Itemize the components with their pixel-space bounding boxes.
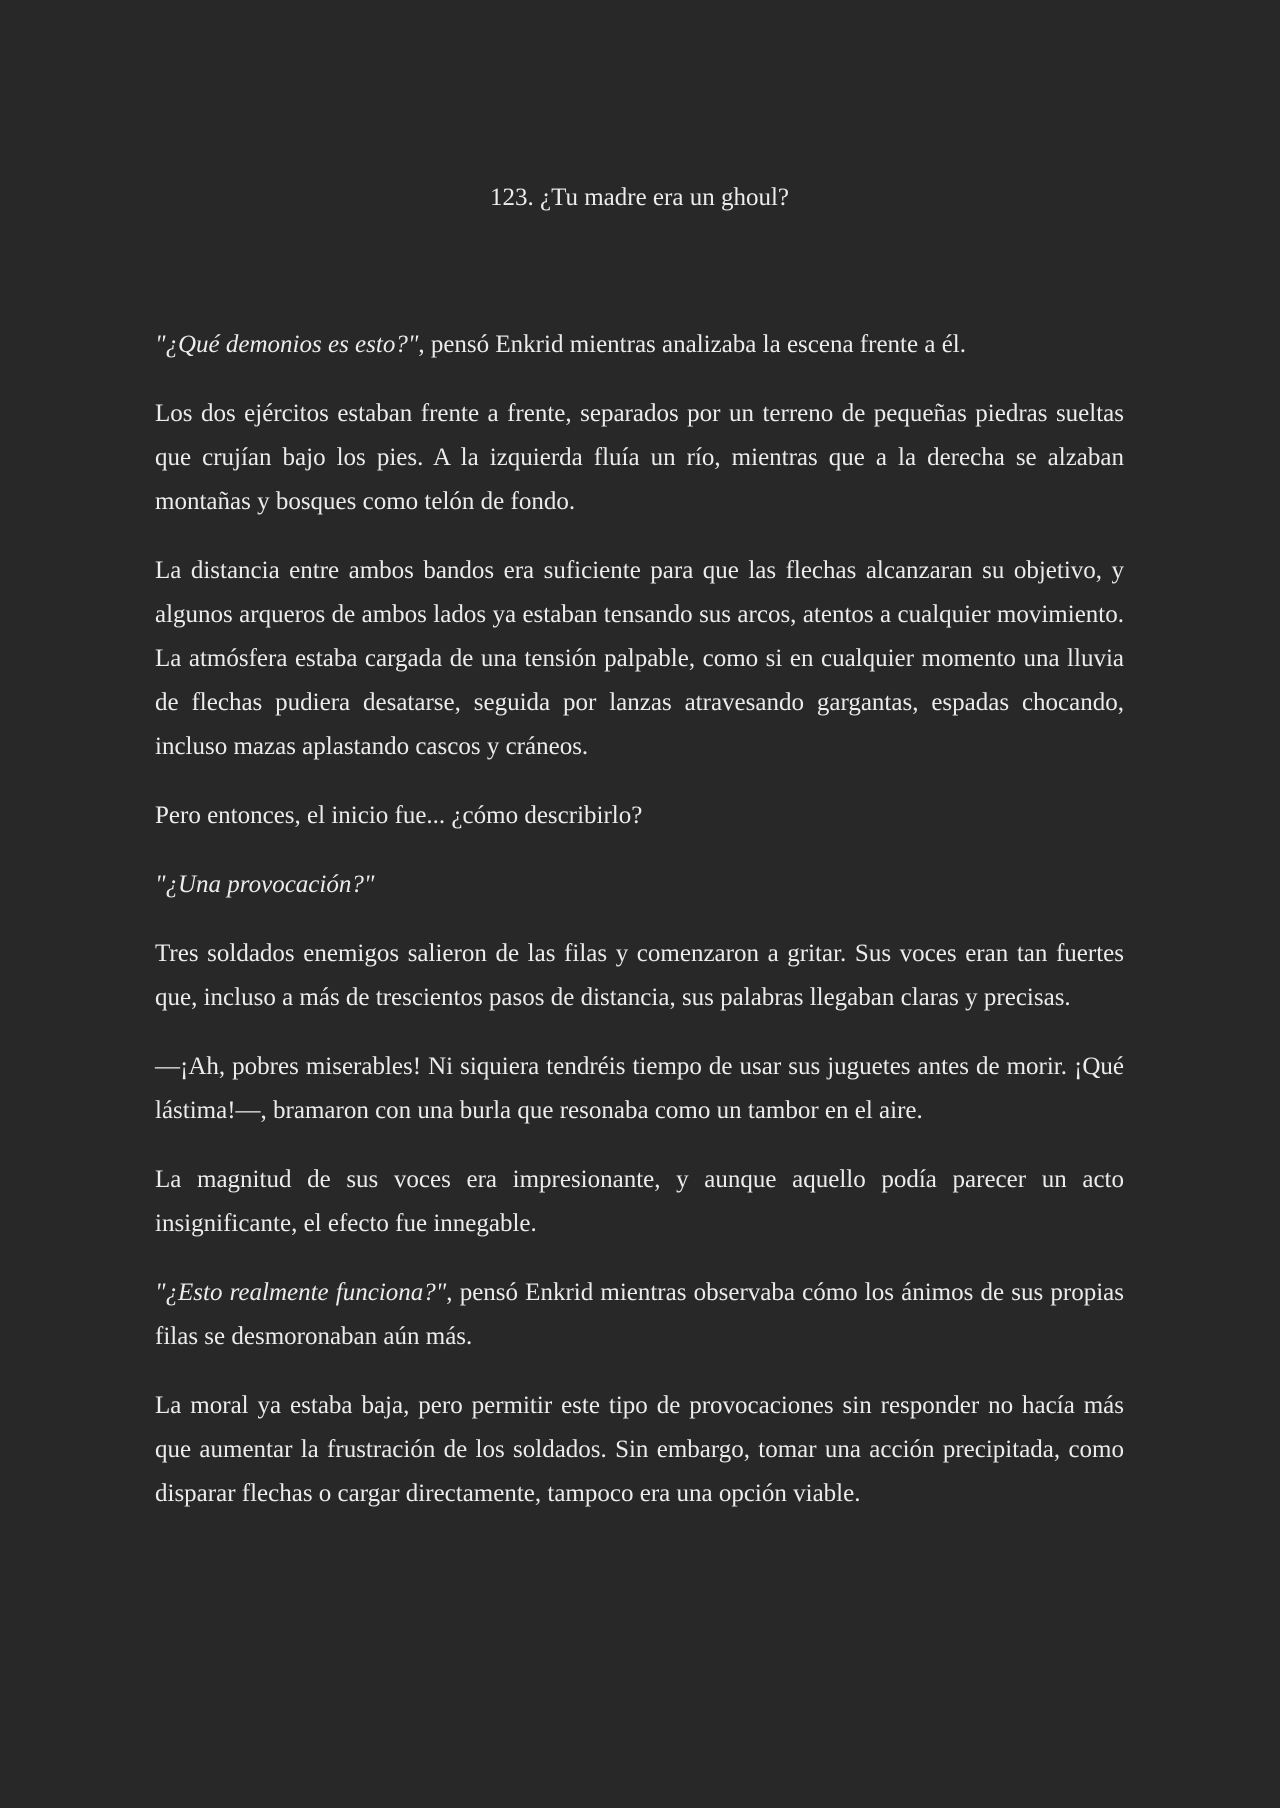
paragraph-text: , pensó Enkrid mientras observaba cómo los ánimos de sus propias filas se desmoronaban aún más.	[155, 1279, 1124, 1350]
thought-text: "¿Una provocación?"	[155, 871, 375, 898]
thought-text: "¿Esto realmente funciona?"	[155, 1279, 447, 1306]
paragraph-text: La distancia entre ambos bandos era suficiente para que las flechas alcanzaran su objetivo, y algunos arqueros de ambos lados ya estaban tensando sus arcos, atentos a cualquier movimiento. La atmósfera estaba cargada de una tensión palpable, como si en cualquier momento una lluvia de flechas pudiera desatarse, seguida por lanzas atravesando gargantas, espadas chocando, incluso mazas aplastando cascos y cráneos.	[155, 557, 1124, 760]
thought-text: "¿Qué demonios es esto?"	[155, 331, 419, 358]
chapter-content	[155, 323, 1124, 1516]
paragraph	[155, 1045, 1124, 1133]
paragraph	[155, 794, 1124, 838]
paragraph-text: , pensó Enkrid mientras analizaba la escena frente a él.	[418, 331, 966, 358]
paragraph	[155, 1158, 1124, 1246]
paragraph	[155, 392, 1124, 524]
paragraph-text: Tres soldados enemigos salieron de las filas y comenzaron a gritar. Sus voces eran tan fuertes que, incluso a más de trescientos pasos de distancia, sus palabras llegaban claras y precisas.	[155, 940, 1124, 1011]
paragraph	[155, 549, 1124, 769]
paragraph	[155, 323, 1124, 367]
chapter-title: 123. ¿Tu madre era un ghoul?	[489, 184, 789, 211]
paragraph-text: —¡Ah, pobres miserables! Ni siquiera tendréis tiempo de usar sus juguetes antes de morir. ¡Qué lástima!—, bramaron con una burla que resonaba como un tambor en el aire.	[155, 1053, 1124, 1124]
paragraph-text: Pero entonces, el inicio fue... ¿cómo describirlo?	[155, 802, 643, 829]
paragraph	[155, 1384, 1124, 1516]
paragraph	[155, 1271, 1124, 1359]
paragraph-text: La moral ya estaba baja, pero permitir este tipo de provocaciones sin responder no hacía más que aumentar la frustración de los soldados. Sin embargo, tomar una acción precipitada, como disparar flechas o cargar directamente, tampoco era una opción viable.	[155, 1392, 1124, 1507]
paragraph	[155, 863, 1124, 907]
paragraph-text: Los dos ejércitos estaban frente a frente, separados por un terreno de pequeñas piedras sueltas que crujían bajo los pies. A la izquierda fluía un río, mientras que a la derecha se alzaban montañas y bosques como telón de fondo.	[155, 400, 1124, 515]
paragraph	[155, 932, 1124, 1020]
paragraph-text: La magnitud de sus voces era impresionante, y aunque aquello podía parecer un acto insignificante, el efecto fue innegable.	[155, 1166, 1124, 1237]
